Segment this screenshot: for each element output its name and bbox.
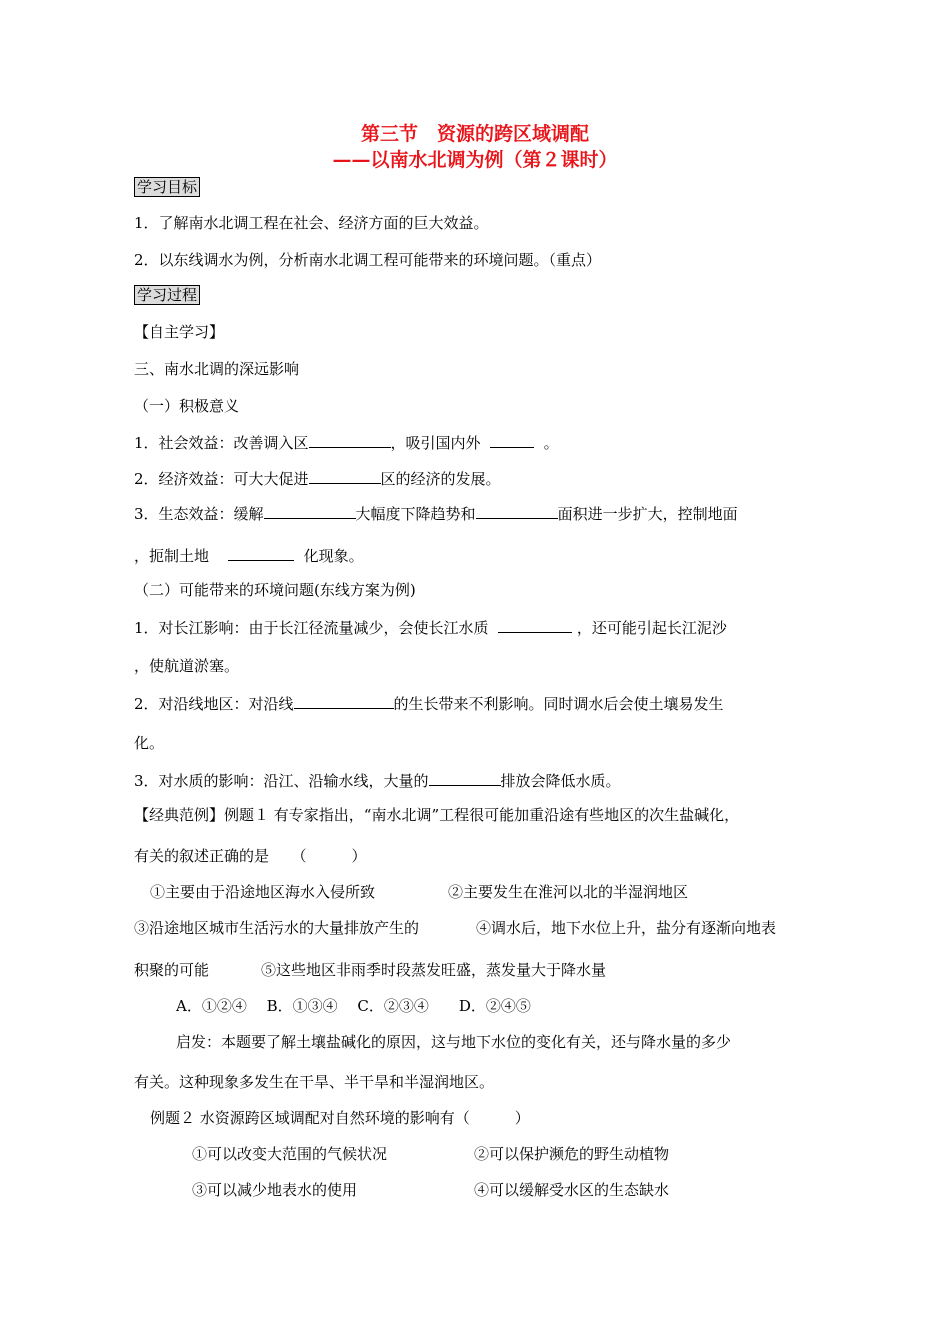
question-text: 1．对长江影响：由于长江径流量减少，会使长江水质 bbox=[134, 619, 489, 637]
question-text: 2．经济效益：可大大促进 bbox=[134, 470, 309, 488]
example-2-option: ③可以减少地表水的使用 bbox=[192, 1181, 358, 1199]
part-heading-problems: （二）可能带来的环境问题(东线方案为例) bbox=[134, 581, 416, 599]
question-economic-benefit bbox=[134, 467, 501, 489]
question-ecological-benefit-cont bbox=[134, 544, 364, 566]
problem-along-line-cont: 化。 bbox=[134, 734, 165, 752]
question-text: 的生长带来不利影响。同时调水后会使土壤易发生 bbox=[393, 695, 724, 713]
hint-text: 启发：本题要了解土壤盐碱化的原因，这与地下水位的变化有关，还与降水量的多少 bbox=[176, 1033, 732, 1051]
example-2-stem: 例题２ 水资源跨区域调配对自然环境的影响有（ ） bbox=[150, 1109, 530, 1127]
question-text: ，扼制土地 bbox=[134, 547, 210, 565]
fill-blank[interactable] bbox=[309, 431, 391, 448]
question-text: 排放会降低水质。 bbox=[500, 772, 621, 790]
problem-yangtze-cont: ，使航道淤塞。 bbox=[134, 657, 240, 675]
question-social-benefit bbox=[134, 431, 559, 453]
example-2-option: ④可以缓解受水区的生态缺水 bbox=[474, 1181, 670, 1199]
question-text: 大幅度下降趋势和 bbox=[355, 505, 476, 523]
example-1-option: ②主要发生在淮河以北的半湿润地区 bbox=[448, 883, 689, 901]
self-study-heading: 【自主学习】 bbox=[134, 323, 225, 341]
example-2-option: ①可以改变大范围的气候状况 bbox=[192, 1145, 388, 1163]
title-line-1: 第三节 资源的跨区域调配 bbox=[360, 123, 589, 145]
goal-item: 1．了解南水北调工程在社会、经济方面的巨大效益。 bbox=[134, 214, 489, 232]
goals-label: 学习目标 bbox=[134, 177, 200, 197]
example-2-option: ②可以保护濒危的野生动植物 bbox=[474, 1145, 670, 1163]
question-text: 3．对水质的影响：沿江、沿输水线，大量的 bbox=[134, 772, 429, 790]
section-heading: 三、南水北调的深远影响 bbox=[134, 360, 300, 378]
example-1-choices: A．①②④ B．①③④ C．②③④ D．②④⑤ bbox=[176, 997, 531, 1015]
question-text: 化现象。 bbox=[303, 547, 364, 565]
fill-blank[interactable] bbox=[490, 431, 534, 448]
title-line-2: ——以南水北调为例（第２课时） bbox=[332, 149, 618, 171]
question-text: 1．社会效益：改善调入区 bbox=[134, 434, 309, 452]
question-text: 区的经济的发展。 bbox=[380, 470, 501, 488]
section-label-goals bbox=[134, 177, 200, 197]
question-text: ，吸引国内外 bbox=[390, 434, 481, 452]
question-text: 。 bbox=[543, 434, 559, 452]
section-label-process bbox=[134, 285, 200, 305]
question-text: 面积进一步扩大，控制地面 bbox=[557, 505, 738, 523]
fill-blank[interactable] bbox=[309, 467, 381, 484]
problem-yangtze bbox=[134, 616, 727, 638]
fill-blank[interactable] bbox=[498, 616, 572, 633]
fill-blank[interactable] bbox=[429, 769, 501, 786]
goal-item: 2．以东线调水为例，分析南水北调工程可能带来的环境问题。（重点） bbox=[134, 251, 602, 269]
fill-blank[interactable] bbox=[476, 502, 558, 519]
example-1-option: ③沿途地区城市生活污水的大量排放产生的 bbox=[134, 919, 420, 937]
example-1-stem-cont: 有关的叙述正确的是 （ ） bbox=[134, 847, 367, 865]
fill-blank[interactable] bbox=[228, 544, 294, 561]
problem-along-line bbox=[134, 692, 724, 714]
example-1-option: ⑤这些地区非雨季时段蒸发旺盛，蒸发量大于降水量 bbox=[261, 961, 607, 979]
example-1-option: ①主要由于沿途地区海水入侵所致 bbox=[150, 883, 376, 901]
example-1-option: ④调水后，地下水位上升，盐分有逐渐向地表 bbox=[476, 919, 777, 937]
fill-blank[interactable] bbox=[294, 692, 394, 709]
question-text: 2．对沿线地区：对沿线 bbox=[134, 695, 294, 713]
example-1-stem: 【经典范例】例题１ 有专家指出，“南水北调”工程很可能加重沿途有些地区的次生盐碱化， bbox=[134, 806, 740, 824]
example-1-option-cont: 积聚的可能 bbox=[134, 961, 210, 979]
part-heading-positive: （一）积极意义 bbox=[134, 397, 240, 415]
fill-blank[interactable] bbox=[264, 502, 356, 519]
hint-text-cont: 有关。这种现象多发生在干旱、半干旱和半湿润地区。 bbox=[134, 1073, 495, 1091]
question-ecological-benefit bbox=[134, 502, 738, 524]
question-text: 3．生态效益：缓解 bbox=[134, 505, 264, 523]
process-label: 学习过程 bbox=[134, 285, 200, 305]
problem-water-quality bbox=[134, 769, 621, 791]
question-text: ，还可能引起长江泥沙 bbox=[576, 619, 727, 637]
